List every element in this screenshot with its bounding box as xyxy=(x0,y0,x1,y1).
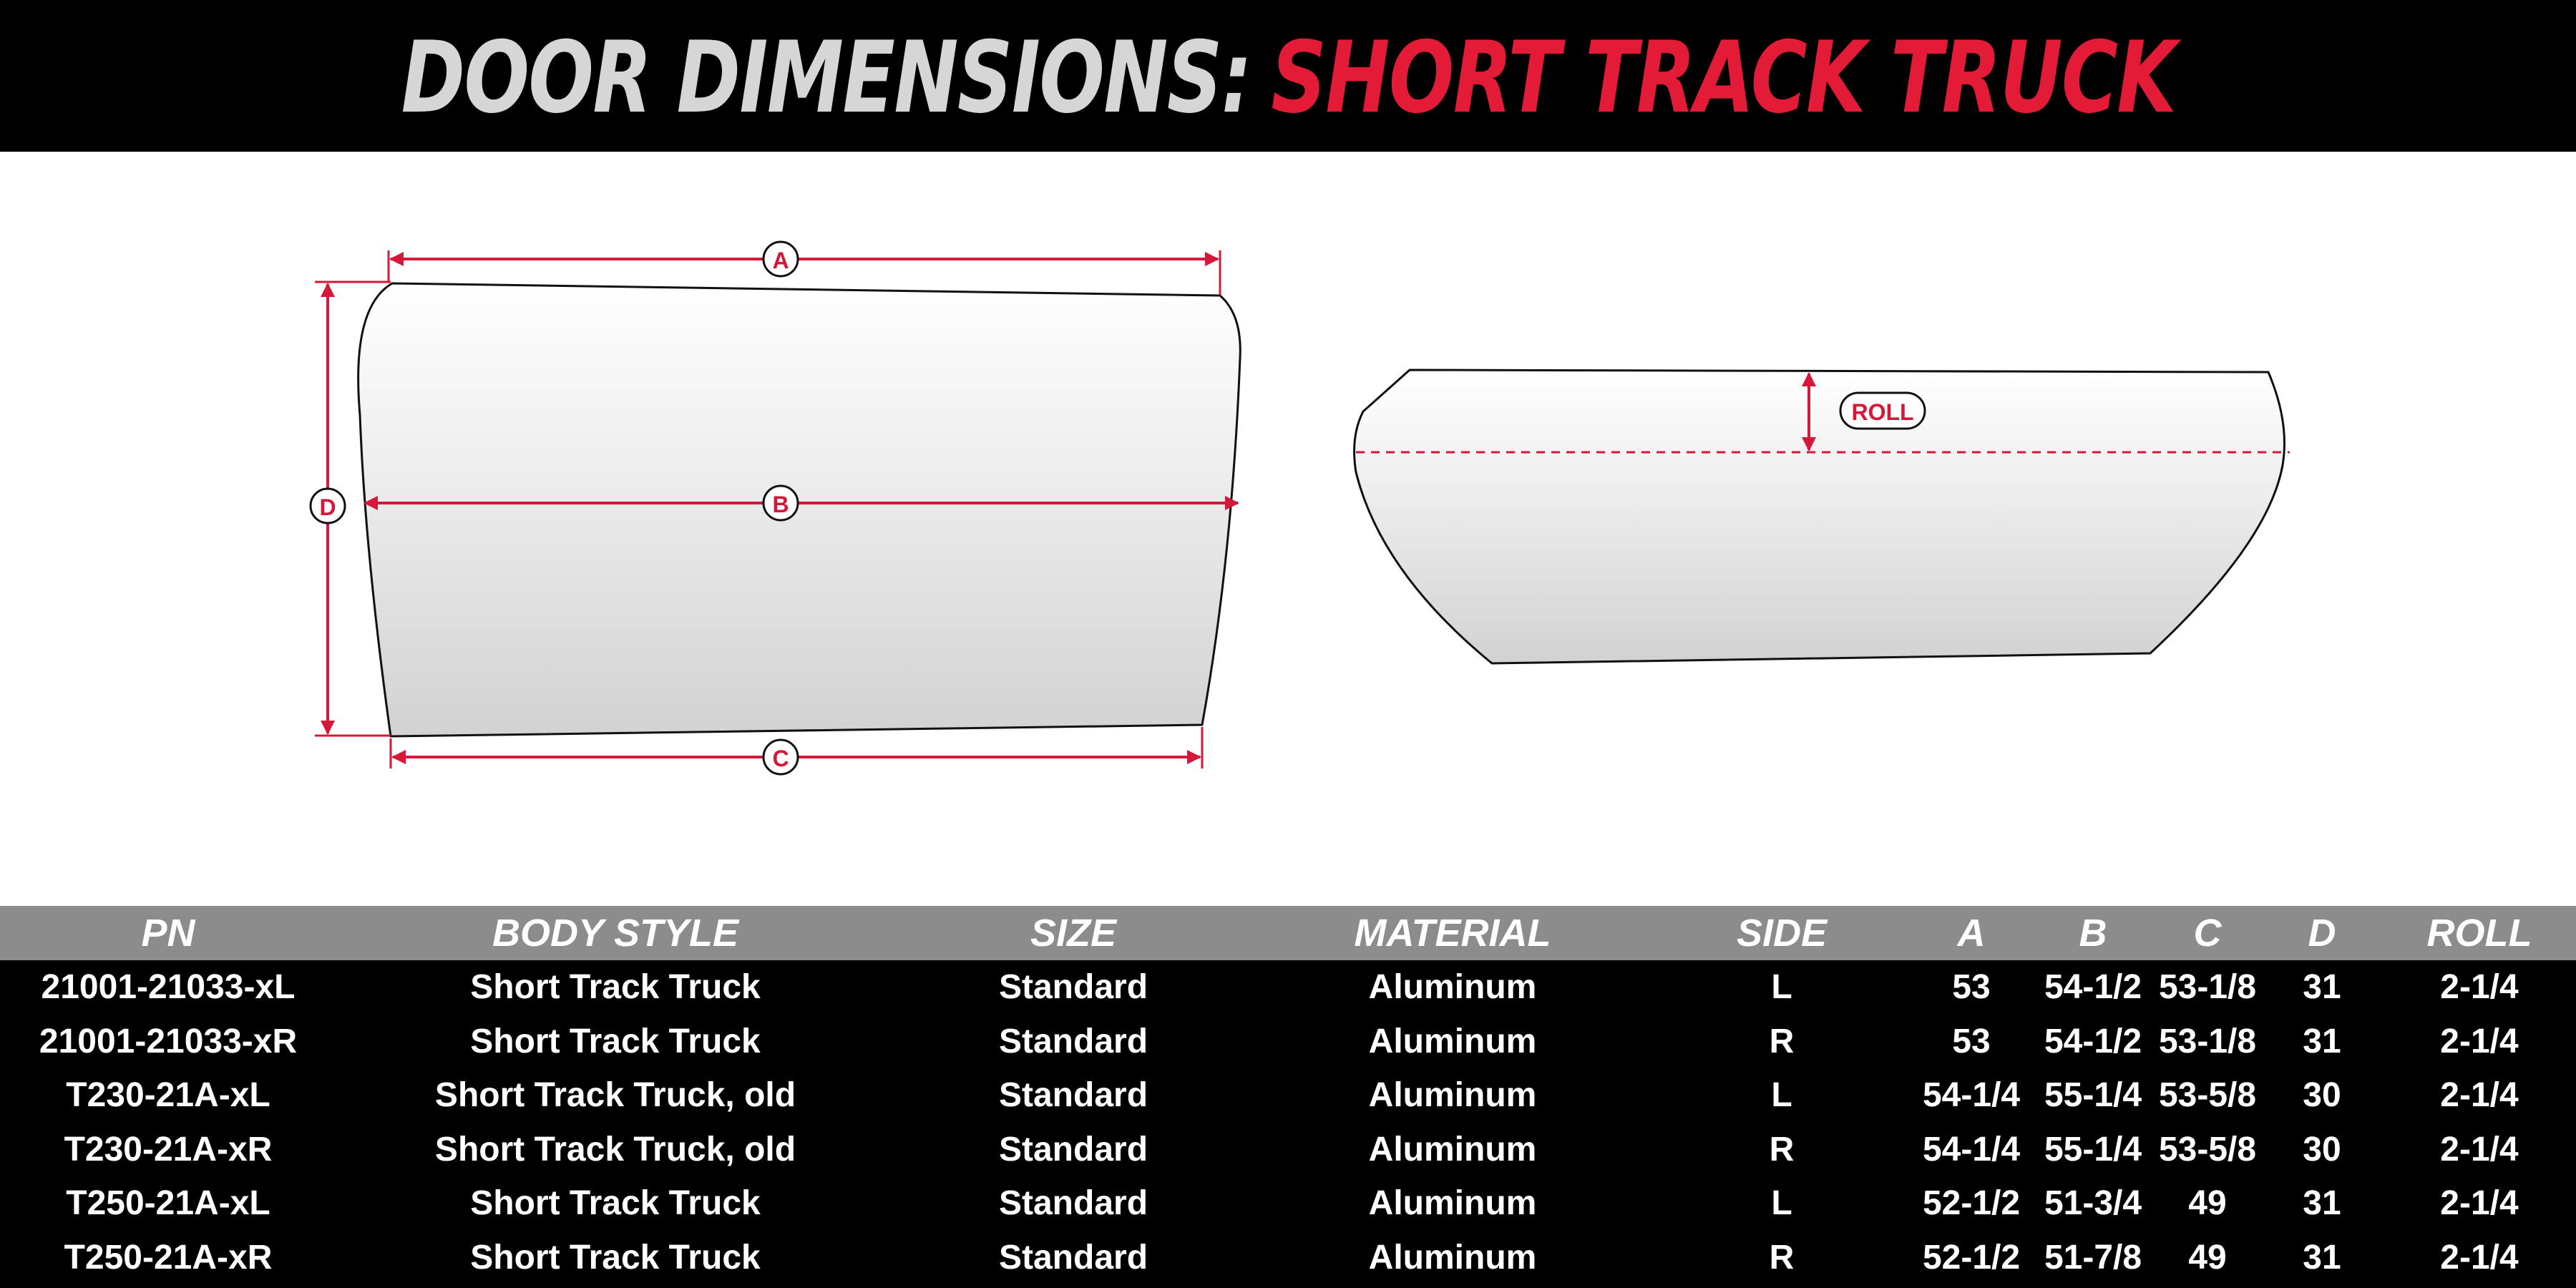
cell-material: Aluminum xyxy=(1368,1130,1537,1169)
cell-roll: 2-1/4 xyxy=(2440,1130,2519,1169)
cell-a: 53 xyxy=(1952,968,1991,1007)
cell-body-style: Short Track Truck, old xyxy=(434,1076,796,1115)
cell-b: 54-1/2 xyxy=(2044,1022,2142,1060)
cell-material: Aluminum xyxy=(1368,1184,1537,1223)
cell-roll: 2-1/4 xyxy=(2440,1184,2519,1223)
table-row xyxy=(0,1015,2576,1069)
label-d: D xyxy=(319,494,336,520)
cell-pn: T250-21A-xR xyxy=(64,1238,273,1277)
cell-size: Standard xyxy=(998,1184,1148,1223)
cell-c: 49 xyxy=(2188,1238,2227,1277)
label-c: C xyxy=(772,746,789,771)
cell-d: 31 xyxy=(2303,1022,2341,1060)
cell-body-style: Short Track Truck xyxy=(470,968,761,1007)
column-header-side: SIDE xyxy=(1653,906,1911,960)
title-subtitle: SHORT TRACK TRUCK xyxy=(1270,20,2175,135)
column-header-roll: ROLL xyxy=(2383,906,2576,960)
cell-c: 53-5/8 xyxy=(2158,1076,2257,1115)
cell-c: 49 xyxy=(2188,1184,2227,1223)
cell-material: Aluminum xyxy=(1368,1022,1537,1060)
cell-material: Aluminum xyxy=(1368,1076,1537,1115)
column-header-c: C xyxy=(2154,906,2261,960)
door-front-panel xyxy=(358,283,1241,736)
door-top-panel xyxy=(1355,370,2285,663)
cell-b: 55-1/4 xyxy=(2044,1130,2142,1169)
cell-d: 31 xyxy=(2303,968,2341,1007)
table-header-row xyxy=(0,906,2576,960)
page-title xyxy=(401,20,2175,135)
cell-roll: 2-1/4 xyxy=(2440,1076,2519,1115)
dimensions-table xyxy=(0,906,2576,1284)
table-row xyxy=(0,960,2576,1015)
cell-c: 53-1/8 xyxy=(2158,968,2257,1007)
cell-side: L xyxy=(1771,968,1792,1007)
dimensions-table-wrap xyxy=(0,906,2576,1288)
cell-b: 54-1/2 xyxy=(2044,968,2142,1007)
cell-size: Standard xyxy=(998,1238,1148,1277)
cell-d: 30 xyxy=(2303,1076,2341,1115)
label-b: B xyxy=(772,492,789,517)
cell-d: 31 xyxy=(2303,1184,2341,1223)
page-header xyxy=(0,0,2576,152)
table-body xyxy=(0,960,2576,1284)
column-header-pn: PN xyxy=(0,906,336,960)
cell-size: Standard xyxy=(998,1022,1148,1060)
table-row xyxy=(0,1123,2576,1177)
door-diagram xyxy=(0,152,2576,903)
diagram-svg xyxy=(0,152,2576,903)
cell-pn: 21001-21033-xR xyxy=(39,1022,298,1060)
cell-size: Standard xyxy=(998,968,1148,1007)
column-header-size: SIZE xyxy=(894,906,1252,960)
table-row xyxy=(0,1231,2576,1285)
table-row xyxy=(0,1068,2576,1123)
table-row xyxy=(0,1176,2576,1231)
cell-d: 30 xyxy=(2303,1130,2341,1169)
cell-b: 51-7/8 xyxy=(2044,1238,2142,1277)
cell-roll: 2-1/4 xyxy=(2440,968,2519,1007)
cell-body-style: Short Track Truck xyxy=(470,1022,761,1060)
label-roll: ROLL xyxy=(1851,399,1914,425)
column-header-material: MATERIAL xyxy=(1252,906,1653,960)
cell-roll: 2-1/4 xyxy=(2440,1238,2519,1277)
cell-pn: T230-21A-xR xyxy=(64,1130,273,1169)
cell-size: Standard xyxy=(998,1076,1148,1115)
cell-c: 53-1/8 xyxy=(2158,1022,2257,1060)
cell-a: 54-1/4 xyxy=(1922,1130,2021,1169)
cell-side: L xyxy=(1771,1184,1792,1223)
column-header-b: B xyxy=(2032,906,2154,960)
title-main: DOOR DIMENSIONS: xyxy=(401,20,1251,135)
cell-side: R xyxy=(1769,1022,1795,1060)
cell-a: 52-1/2 xyxy=(1922,1184,2021,1223)
column-header-body-style: BODY STYLE xyxy=(336,906,894,960)
cell-side: R xyxy=(1769,1130,1795,1169)
cell-c: 53-5/8 xyxy=(2158,1130,2257,1169)
cell-body-style: Short Track Truck xyxy=(470,1184,761,1223)
label-a: A xyxy=(772,248,789,273)
cell-b: 51-3/4 xyxy=(2044,1184,2142,1223)
cell-body-style: Short Track Truck xyxy=(470,1238,761,1277)
cell-side: R xyxy=(1769,1238,1795,1277)
cell-material: Aluminum xyxy=(1368,1238,1537,1277)
cell-a: 54-1/4 xyxy=(1922,1076,2021,1115)
cell-material: Aluminum xyxy=(1368,968,1537,1007)
cell-size: Standard xyxy=(998,1130,1148,1169)
cell-d: 31 xyxy=(2303,1238,2341,1277)
cell-pn: T250-21A-xL xyxy=(66,1184,270,1223)
cell-b: 55-1/4 xyxy=(2044,1076,2142,1115)
cell-pn: 21001-21033-xL xyxy=(41,968,296,1007)
cell-pn: T230-21A-xL xyxy=(66,1076,270,1115)
column-header-d: D xyxy=(2261,906,2383,960)
cell-roll: 2-1/4 xyxy=(2440,1022,2519,1060)
cell-body-style: Short Track Truck, old xyxy=(434,1130,796,1169)
cell-side: L xyxy=(1771,1076,1792,1115)
cell-a: 52-1/2 xyxy=(1922,1238,2021,1277)
column-header-a: A xyxy=(1911,906,2032,960)
cell-a: 53 xyxy=(1952,1022,1991,1060)
